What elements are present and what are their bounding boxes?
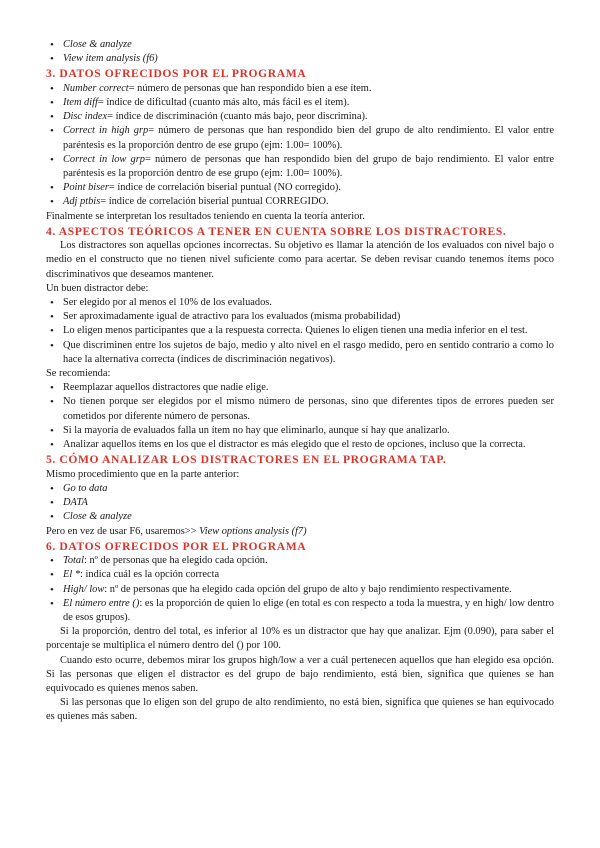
top-list (46, 38, 554, 66)
list-item: • Ser aproximadamente igual de atractivo para los evaluados (misma probabilidad) (46, 310, 554, 324)
recommend-label: Se recomienda: (46, 368, 111, 380)
section-5-steps (46, 482, 554, 525)
list-item: • Point biser= índice de correlación biserial puntual (NO corregido). (46, 181, 554, 195)
section-5-heading: 5. CÓMO ANALIZAR LOS DISTRACTORES EN EL PROGRAMA TAP. (46, 453, 447, 467)
section-6-paragraph: Cuando esto ocurre, debemos mirar los grupos high/low a ver a cuál pertenecen aquellos que han elegido esa opción. Si las personas que eligen el distractor es del grupo de bajo rendimiento, está bien, significa que quienes se han equivocado es quienes menos saben. (46, 654, 554, 694)
list-item: • Go to data (46, 482, 554, 496)
list-item: • Analizar aquellos ítems en los que el distractor es más elegido que el resto de opciones, incluso que la correcta. (46, 438, 554, 452)
section-5-intro: Mismo procedimiento que en la parte anterior: (46, 468, 240, 480)
list-item: • Close & analyze (46, 38, 554, 52)
list-item: • El *: indica cuál es la opción correcta (46, 568, 554, 582)
section-3-heading: 3. DATOS OFRECIDOS POR EL PROGRAMA (46, 67, 307, 81)
section-5-after: Pero en vez de usar F6, usaremos>> View options analysis (f7) (46, 525, 307, 537)
section-6-paragraph: Si las personas que lo eligen son del grupo de alto rendimiento, no está bien, significa que quienes se han equivocado es quienes más saben. (46, 697, 554, 723)
section-4-intro: Los distractores son aquellas opciones incorrectas. Su objetivo es llamar la atención de los evaluados con nivel bajo o medio en el constructo que no tienen nivel suficiente como para acertar. Se deben revisar cuando tenemos ítems poco discriminativos que deseamos mantener. (46, 240, 554, 280)
section-3-closing: Finalmente se interpretan los resultados teniendo en cuenta la teoría anterior. (46, 210, 365, 222)
list-item: • DATA (46, 496, 554, 510)
list-item: • Correct in high grp= número de personas que han respondido bien del grupo de alto rendimiento. El valor entre paréntesis es la proporción dentro de ese grupo (ejm: 1.00= 100%). (46, 124, 554, 152)
list-item: • Close & analyze (46, 510, 554, 524)
good-distractor-list (46, 296, 554, 367)
list-item: • Si la mayoría de evaluados falla un ítem no hay que eliminarlo, aunque sí hay que analizarlo. (46, 424, 554, 438)
list-item: • No tienen porque ser elegidos por el mismo número de personas, sino que diferentes tipos de errores pueden ser cometidos por diferente número de personas. (46, 395, 554, 423)
list-item: • View item analysis (f6) (46, 52, 554, 66)
list-item: • Ser elegido por al menos el 10% de los evaluados. (46, 296, 554, 310)
list-item: • High/ low: nº de personas que ha elegido cada opción del grupo de alto y bajo rendimiento respectivamente. (46, 583, 554, 597)
recommend-list (46, 381, 554, 452)
section-6-paragraph: Si la proporción, dentro del total, es inferior al 10% es un distractor que hay que analizar. Ejm (0.090), para saber el porcentaje se multiplica el número dentro del () por 100. (46, 626, 554, 652)
section-6-list (46, 554, 554, 625)
list-item: • Item diff= índice de dificultad (cuanto más alto, más fácil es el ítem). (46, 96, 554, 110)
list-item: • Disc index= índice de discriminación (cuanto más bajo, peor discrimina). (46, 110, 554, 124)
list-item: • Total: nº de personas que ha elegido cada opción. (46, 554, 554, 568)
list-item: • Que discriminen entre los sujetos de bajo, medio y alto nivel en el rasgo medido, pero en sentido contrario a como lo hace la alternativa correcta (índices de discriminación negativos). (46, 339, 554, 367)
list-item: • Lo eligen menos participantes que a la respuesta correcta. Quienes lo eligen tienen una media inferior en el test. (46, 324, 554, 338)
list-item: • El número entre (): es la proporción de quien lo elige (en total es con respecto a toda la muestra, y en high/ low dentro de esos grupos). (46, 597, 554, 625)
list-item: • Adj ptbis= índice de correlación biserial puntual CORREGIDO. (46, 195, 554, 209)
good-distractor-label: Un buen distractor debe: (46, 282, 149, 294)
list-item: • Correct in low grp= número de personas que han respondido bien del grupo de bajo rendimiento. El valor entre paréntesis es la proporción dentro de ese grupo (ejm: 1.00= 100%). (46, 153, 554, 181)
section-3-list (46, 82, 554, 210)
list-item: • Number correct= número de personas que han respondido bien a ese ítem. (46, 82, 554, 96)
section-6-heading: 6. DATOS OFRECIDOS POR EL PROGRAMA (46, 539, 307, 553)
section-4-heading: 4. ASPECTOS TEÓRICOS A TENER EN CUENTA SOBRE LOS DISTRACTORES. (46, 224, 507, 238)
list-item: • Reemplazar aquellos distractores que nadie elige. (46, 381, 554, 395)
